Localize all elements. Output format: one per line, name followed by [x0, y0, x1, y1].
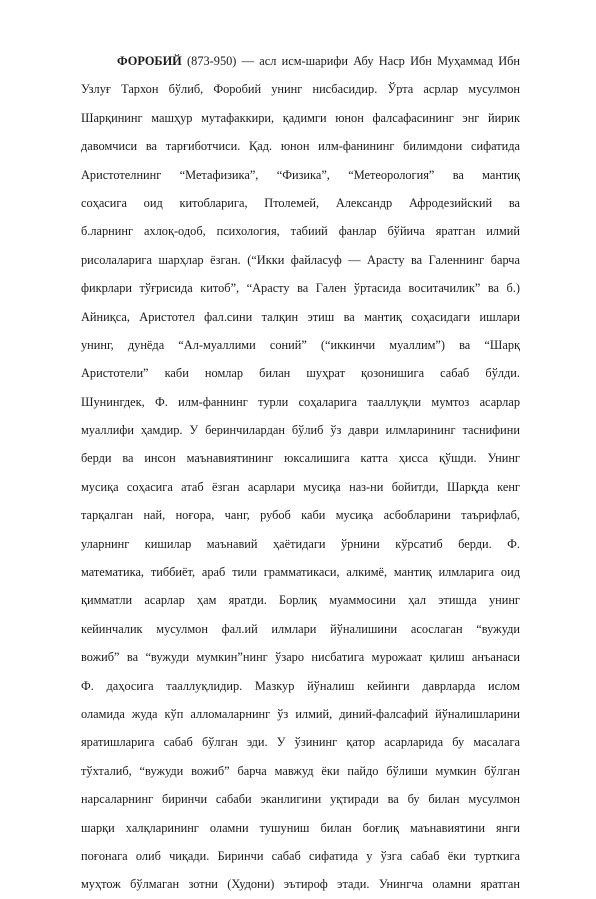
text-line: шарқи халқларининг оламни тушуниш билан боғлиқ маънавиятини янги	[81, 820, 520, 835]
text-line: Узлуғ Тархон бўлиб, Форобий унинг нисбасидир. Ўрта асрлар мусулмон	[81, 82, 520, 97]
text-line: Шарқининг машҳур мутафаккири, қадимги юнон фалсафасининг энг йирик	[81, 110, 520, 125]
article-heading-word: ФОРОБИЙ	[117, 54, 182, 68]
text-line: тарқалган най, ноғора, чанг, рубоб каби мусиқа асбобларини таърифлаб,	[81, 508, 520, 523]
text-line: Аристотелнинг “Метафизика”, “Физика”, “Метеорология” ва мантиқ	[81, 167, 520, 182]
text-line: рисолаларига шарҳлар ёзган. (“Икки файласуф — Арасту ва Галеннинг барча	[81, 252, 520, 267]
text-line-content: (873-950) — асл исм-шарифи Абу Наср Ибн Муҳаммад Ибн	[181, 54, 520, 68]
text-line: давомчиси ва тарғиботчиси. Қад. юнон илм-фанининг билимдони сифатида	[81, 139, 520, 154]
text-line: қимматли асарлар ҳам яратди. Борлиқ муаммосини ҳал этишда унинг	[81, 593, 520, 608]
text-line: математика, тиббиёт, араб тили грамматикаси, алкимё, мантиқ илмларига оид	[81, 565, 520, 580]
text-line: вожиб” ва “вужуди мумкин”нинг ўзаро нисбатига мурожаат қилиш анъанаси	[81, 650, 520, 665]
text-line: унинг, дунёда “Ал-муаллими соний” (“иккинчи муаллим”) ва “Шарқ	[81, 337, 520, 352]
text-line: тўхталиб, “вужуди вожиб” барча мавжуд ёки пайдо бўлиши мумкин бўлган	[81, 763, 520, 778]
article-body	[81, 47, 520, 899]
text-line: уларнинг кишилар маънавий ҳаётидаги ўрнини кўрсатиб берди. Ф.	[81, 536, 520, 551]
text-line: соҳасига оид китобларига, Птолемей, Александр Афродезийский ва	[81, 195, 520, 210]
text-line: б.ларнинг ахлоқ-одоб, психология, табиий фанлар бўйича яратган илмий	[81, 224, 520, 239]
text-line: мусиқа соҳасига атаб ёзган асарлари мусиқа наз-ни бойитди, Шарқда кенг	[81, 479, 520, 494]
text-line: муҳтож бўлмаган зотни (Худони) эътироф этади. Унингча оламни яратган	[81, 877, 520, 892]
text-line: берди ва инсон маънавиятининг юксалишига катта ҳисса қўшди. Унинг	[81, 451, 520, 466]
text-line: оламида жуда кўп алломаларнинг ўз илмий, диний-фалсафий йўналишларини	[81, 706, 520, 721]
text-line: кейинчалик мусулмон фал.ий илмлари йўналишини асослаган “вужуди	[81, 621, 520, 636]
text-line: нарсаларнинг биринчи сабаби эканлигини уқтиради ва бу билан мусулмон	[81, 792, 520, 807]
text-line: яратишларига сабаб бўлган эди. У ўзининг қатор асарларида бу масалага	[81, 735, 520, 750]
text-line	[81, 47, 520, 75]
text-line: Айниқса, Аристотел фал.сини талқин этиш ва мантиқ соҳасидаги ишлари	[81, 309, 520, 324]
text-line: Аристотели” каби номлар билан шуҳрат қозонишига сабаб бўлди.	[81, 366, 520, 381]
text-line: Шунингдек, Ф. илм-фаннинг турли соҳаларига тааллуқли мумтоз асарлар	[81, 394, 520, 409]
text-line: Ф. даҳосига тааллуқлидир. Мазкур йўналиш кейинги даврларда ислом	[81, 678, 520, 693]
text-line: муаллифи ҳамдир. У беринчилардан бўлиб ўз даври илмларининг таснифини	[81, 423, 520, 438]
text-line: поғонага олиб чиқади. Биринчи сабаб сифатида у ўзга сабаб ёки турткига	[81, 848, 520, 863]
text-line: фикрлари тўғрисида китоб”, “Арасту ва Гален ўртасида воситачилик” ва б.)	[81, 281, 520, 296]
